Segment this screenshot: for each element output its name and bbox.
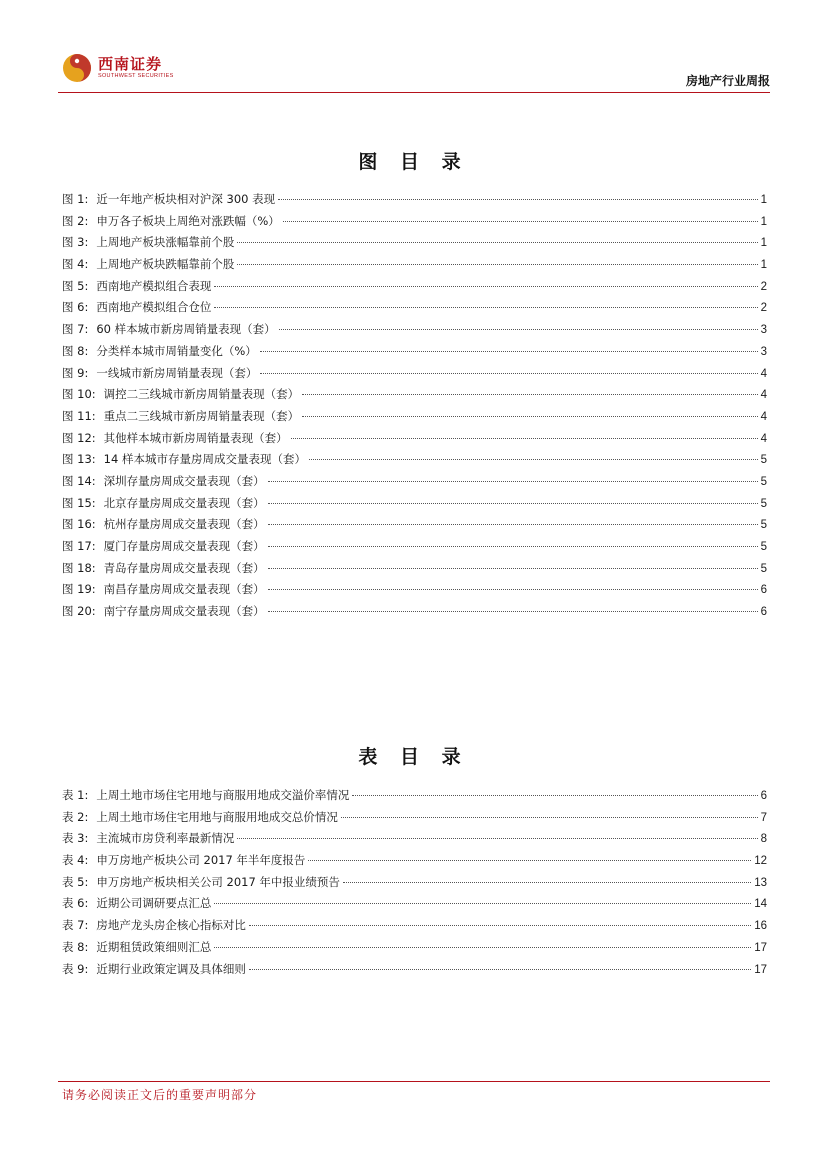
toc-entry[interactable] xyxy=(62,895,767,917)
toc-entry-title: 北京存量房周成交量表现（套） xyxy=(103,495,265,510)
toc-entry-title: 南宁存量房周成交量表现（套） xyxy=(103,604,265,619)
toc-leader-dots xyxy=(237,242,757,243)
logo-chinese-name: 西南证券 xyxy=(98,55,163,73)
page-header xyxy=(58,46,770,92)
toc-entry-page: 4 xyxy=(760,410,767,423)
toc-leader-dots xyxy=(237,264,757,265)
toc-entry-title: 一线城市新房周销量表现（套） xyxy=(96,365,258,380)
toc-entry-title: 申万各子板块上周绝对涨跌幅（%） xyxy=(96,213,280,228)
toc-entry-label: 图 12: xyxy=(62,430,96,445)
toc-leader-dots xyxy=(268,568,758,569)
toc-entry-label: 图 18: xyxy=(62,560,96,575)
toc-entry[interactable] xyxy=(62,939,767,961)
toc-entry-page: 5 xyxy=(760,541,767,553)
toc-entry[interactable] xyxy=(62,538,767,560)
toc-entry[interactable] xyxy=(62,321,767,343)
toc-entry-label: 图 14: xyxy=(62,473,96,488)
toc-entry-title: 上周地产板块跌幅靠前个股 xyxy=(96,257,235,272)
toc-entry-page: 4 xyxy=(760,389,767,402)
toc-leader-dots xyxy=(341,817,758,818)
toc-entry-label: 图 1: xyxy=(62,192,89,206)
toc-entry-title: 60 样本城市新房周销量表现（套） xyxy=(96,322,276,337)
toc-entry-label: 表 9: xyxy=(62,961,89,976)
toc-entry[interactable] xyxy=(62,961,767,983)
toc-entry-page: 17 xyxy=(754,941,767,954)
toc-entry[interactable] xyxy=(62,852,767,874)
toc-entry-label: 图 11: xyxy=(62,408,96,423)
toc-entry-page: 1 xyxy=(760,215,767,228)
toc-entry-page: 7 xyxy=(760,811,767,824)
toc-entry-page: 3 xyxy=(760,345,767,358)
toc-entry-page: 6 xyxy=(760,606,767,619)
toc-entry-label: 图 9: xyxy=(62,365,89,380)
toc-entry-label: 图 19: xyxy=(62,582,96,597)
toc-entry[interactable] xyxy=(62,430,767,452)
toc-entry-page: 16 xyxy=(754,920,767,933)
footer-divider xyxy=(58,1081,770,1082)
toc-entry[interactable] xyxy=(62,278,767,300)
toc-entry-page: 1 xyxy=(760,237,767,250)
toc-entry-page: 4 xyxy=(760,432,767,445)
toc-entry-page: 1 xyxy=(760,194,767,206)
toc-entry[interactable] xyxy=(62,603,767,625)
toc-entry-label: 图 3: xyxy=(62,235,89,250)
toc-entry-page: 6 xyxy=(760,584,767,597)
toc-entry-label: 图 5: xyxy=(62,278,89,293)
toc-entry-title: 西南地产模拟组合表现 xyxy=(96,278,212,293)
toc-leader-dots xyxy=(214,286,757,287)
toc-leader-dots xyxy=(237,838,757,839)
toc-leader-dots xyxy=(260,351,758,352)
toc-leader-dots xyxy=(291,438,758,439)
toc-leader-dots xyxy=(302,394,757,395)
figures-toc-title: 图 目 录 xyxy=(358,151,469,173)
toc-entry-label: 表 8: xyxy=(62,939,89,954)
toc-entry[interactable] xyxy=(62,451,767,473)
toc-entry-page: 17 xyxy=(754,963,767,976)
toc-entry-title: 房地产龙头房企核心指标对比 xyxy=(96,918,246,933)
toc-entry-page: 12 xyxy=(754,855,767,868)
toc-entry-title: 近一年地产板块相对沪深 300 表现 xyxy=(96,192,276,206)
toc-leader-dots xyxy=(268,503,758,504)
toc-entry[interactable] xyxy=(62,234,767,256)
document-type: 房地产行业周报 xyxy=(685,74,770,88)
toc-entry-label: 图 13: xyxy=(62,452,96,467)
logo-mark-icon xyxy=(62,53,92,83)
toc-entry-label: 表 1: xyxy=(62,788,89,802)
toc-leader-dots xyxy=(278,199,757,200)
toc-entry-title: 主流城市房贷利率最新情况 xyxy=(96,831,235,846)
toc-entry-page: 5 xyxy=(760,475,767,488)
toc-entry-label: 图 16: xyxy=(62,517,96,532)
toc-leader-dots xyxy=(309,459,758,460)
toc-entry[interactable] xyxy=(62,787,767,809)
toc-entry-title: 厦门存量房周成交量表现（套） xyxy=(103,539,265,553)
toc-entry-page: 4 xyxy=(760,367,767,380)
toc-entry-title: 深圳存量房周成交量表现（套） xyxy=(103,473,265,488)
toc-entry[interactable] xyxy=(62,256,767,278)
toc-entry-page: 2 xyxy=(760,302,767,315)
toc-entry[interactable] xyxy=(62,343,767,365)
logo-english-name: SOUTHWEST SECURITIES xyxy=(98,73,174,79)
toc-entry-page: 6 xyxy=(760,790,767,802)
toc-entry-title: 近期公司调研要点汇总 xyxy=(96,896,212,911)
toc-leader-dots xyxy=(214,307,757,308)
toc-leader-dots xyxy=(283,221,758,222)
toc-entry[interactable] xyxy=(62,560,767,582)
toc-entry-label: 图 17: xyxy=(62,539,96,553)
toc-entry-title: 申万房地产板块公司 2017 年半年度报告 xyxy=(96,853,306,868)
toc-entry[interactable] xyxy=(62,495,767,517)
footer-disclaimer: 请务必阅读正文后的重要声明部分 xyxy=(62,1088,258,1102)
toc-entry-label: 表 2: xyxy=(62,809,89,824)
toc-entry-label: 图 8: xyxy=(62,343,89,358)
toc-entry[interactable] xyxy=(62,473,767,495)
toc-entry[interactable] xyxy=(62,408,767,430)
header-divider xyxy=(58,92,770,93)
toc-entry-page: 5 xyxy=(760,562,767,575)
toc-entry-page: 3 xyxy=(760,324,767,337)
toc-leader-dots xyxy=(268,611,758,612)
toc-entry-page: 13 xyxy=(754,876,767,889)
toc-entry-title: 上周土地市场住宅用地与商服用地成交溢价率情况 xyxy=(96,788,350,802)
toc-entry-title: 其他样本城市新房周销量表现（套） xyxy=(103,430,288,445)
toc-entry-label: 图 6: xyxy=(62,300,89,315)
toc-entry-label: 表 7: xyxy=(62,918,89,933)
toc-entry-title: 申万房地产板块相关公司 2017 年中报业绩预告 xyxy=(96,874,340,889)
toc-entry-page: 5 xyxy=(760,497,767,510)
toc-entry-title: 上周土地市场住宅用地与商服用地成交总价情况 xyxy=(96,809,338,824)
toc-entry-label: 图 2: xyxy=(62,213,89,228)
toc-entry[interactable] xyxy=(62,874,767,896)
toc-leader-dots xyxy=(268,589,758,590)
toc-entry-label: 表 4: xyxy=(62,853,89,868)
toc-entry-title: 14 样本城市存量房周成交量表现（套） xyxy=(103,452,306,467)
toc-entry-label: 表 6: xyxy=(62,896,89,911)
toc-leader-dots xyxy=(268,481,758,482)
toc-entry[interactable] xyxy=(62,830,767,852)
toc-leader-dots xyxy=(260,373,757,374)
toc-entry-page: 1 xyxy=(760,259,767,272)
toc-entry-title: 上周地产板块涨幅靠前个股 xyxy=(96,235,235,250)
toc-entry[interactable] xyxy=(62,213,767,235)
toc-leader-dots xyxy=(279,329,758,330)
toc-entry[interactable] xyxy=(62,299,767,321)
toc-entry-title: 近期租赁政策细则汇总 xyxy=(96,939,212,954)
toc-entry-label: 图 7: xyxy=(62,322,89,337)
toc-entry[interactable] xyxy=(62,581,767,603)
toc-entry-title: 重点二三线城市新房周销量表现（套） xyxy=(103,408,300,423)
toc-entry[interactable] xyxy=(62,365,767,387)
figures-toc-list xyxy=(62,191,767,625)
toc-entry-title: 杭州存量房周成交量表现（套） xyxy=(103,517,265,532)
toc-entry[interactable] xyxy=(62,516,767,538)
toc-entry-title: 近期行业政策定调及具体细则 xyxy=(96,961,246,976)
toc-entry-label: 表 3: xyxy=(62,831,89,846)
toc-entry-label: 图 4: xyxy=(62,257,89,272)
toc-entry[interactable] xyxy=(62,809,767,831)
toc-entry[interactable] xyxy=(62,917,767,939)
toc-entry-title: 南昌存量房周成交量表现（套） xyxy=(103,582,265,597)
toc-leader-dots xyxy=(214,947,751,948)
toc-entry[interactable] xyxy=(62,191,767,213)
toc-leader-dots xyxy=(268,546,758,547)
toc-leader-dots xyxy=(249,969,751,970)
toc-entry-title: 调控二三线城市新房周销量表现（套） xyxy=(103,387,300,402)
toc-leader-dots xyxy=(268,524,758,525)
company-logo xyxy=(62,48,174,88)
toc-entry-label: 图 20: xyxy=(62,604,96,619)
toc-entry-page: 14 xyxy=(754,898,767,911)
toc-entry-page: 8 xyxy=(760,833,767,846)
toc-entry-label: 图 15: xyxy=(62,495,96,510)
toc-entry-title: 分类样本城市周销量变化（%） xyxy=(96,343,257,358)
toc-entry-page: 5 xyxy=(760,454,767,467)
toc-entry-title: 西南地产模拟组合仓位 xyxy=(96,300,212,315)
toc-leader-dots xyxy=(343,882,751,883)
toc-leader-dots xyxy=(249,925,751,926)
toc-entry-label: 表 5: xyxy=(62,874,89,889)
toc-leader-dots xyxy=(352,795,757,796)
toc-entry-page: 5 xyxy=(760,519,767,532)
toc-entry[interactable] xyxy=(62,386,767,408)
toc-entry-page: 2 xyxy=(760,280,767,293)
tables-toc-list xyxy=(62,787,767,982)
toc-leader-dots xyxy=(214,903,751,904)
tables-toc-title: 表 目 录 xyxy=(358,746,469,768)
toc-entry-title: 青岛存量房周成交量表现（套） xyxy=(103,560,265,575)
toc-leader-dots xyxy=(308,860,751,861)
toc-entry-label: 图 10: xyxy=(62,387,96,402)
toc-leader-dots xyxy=(302,416,757,417)
